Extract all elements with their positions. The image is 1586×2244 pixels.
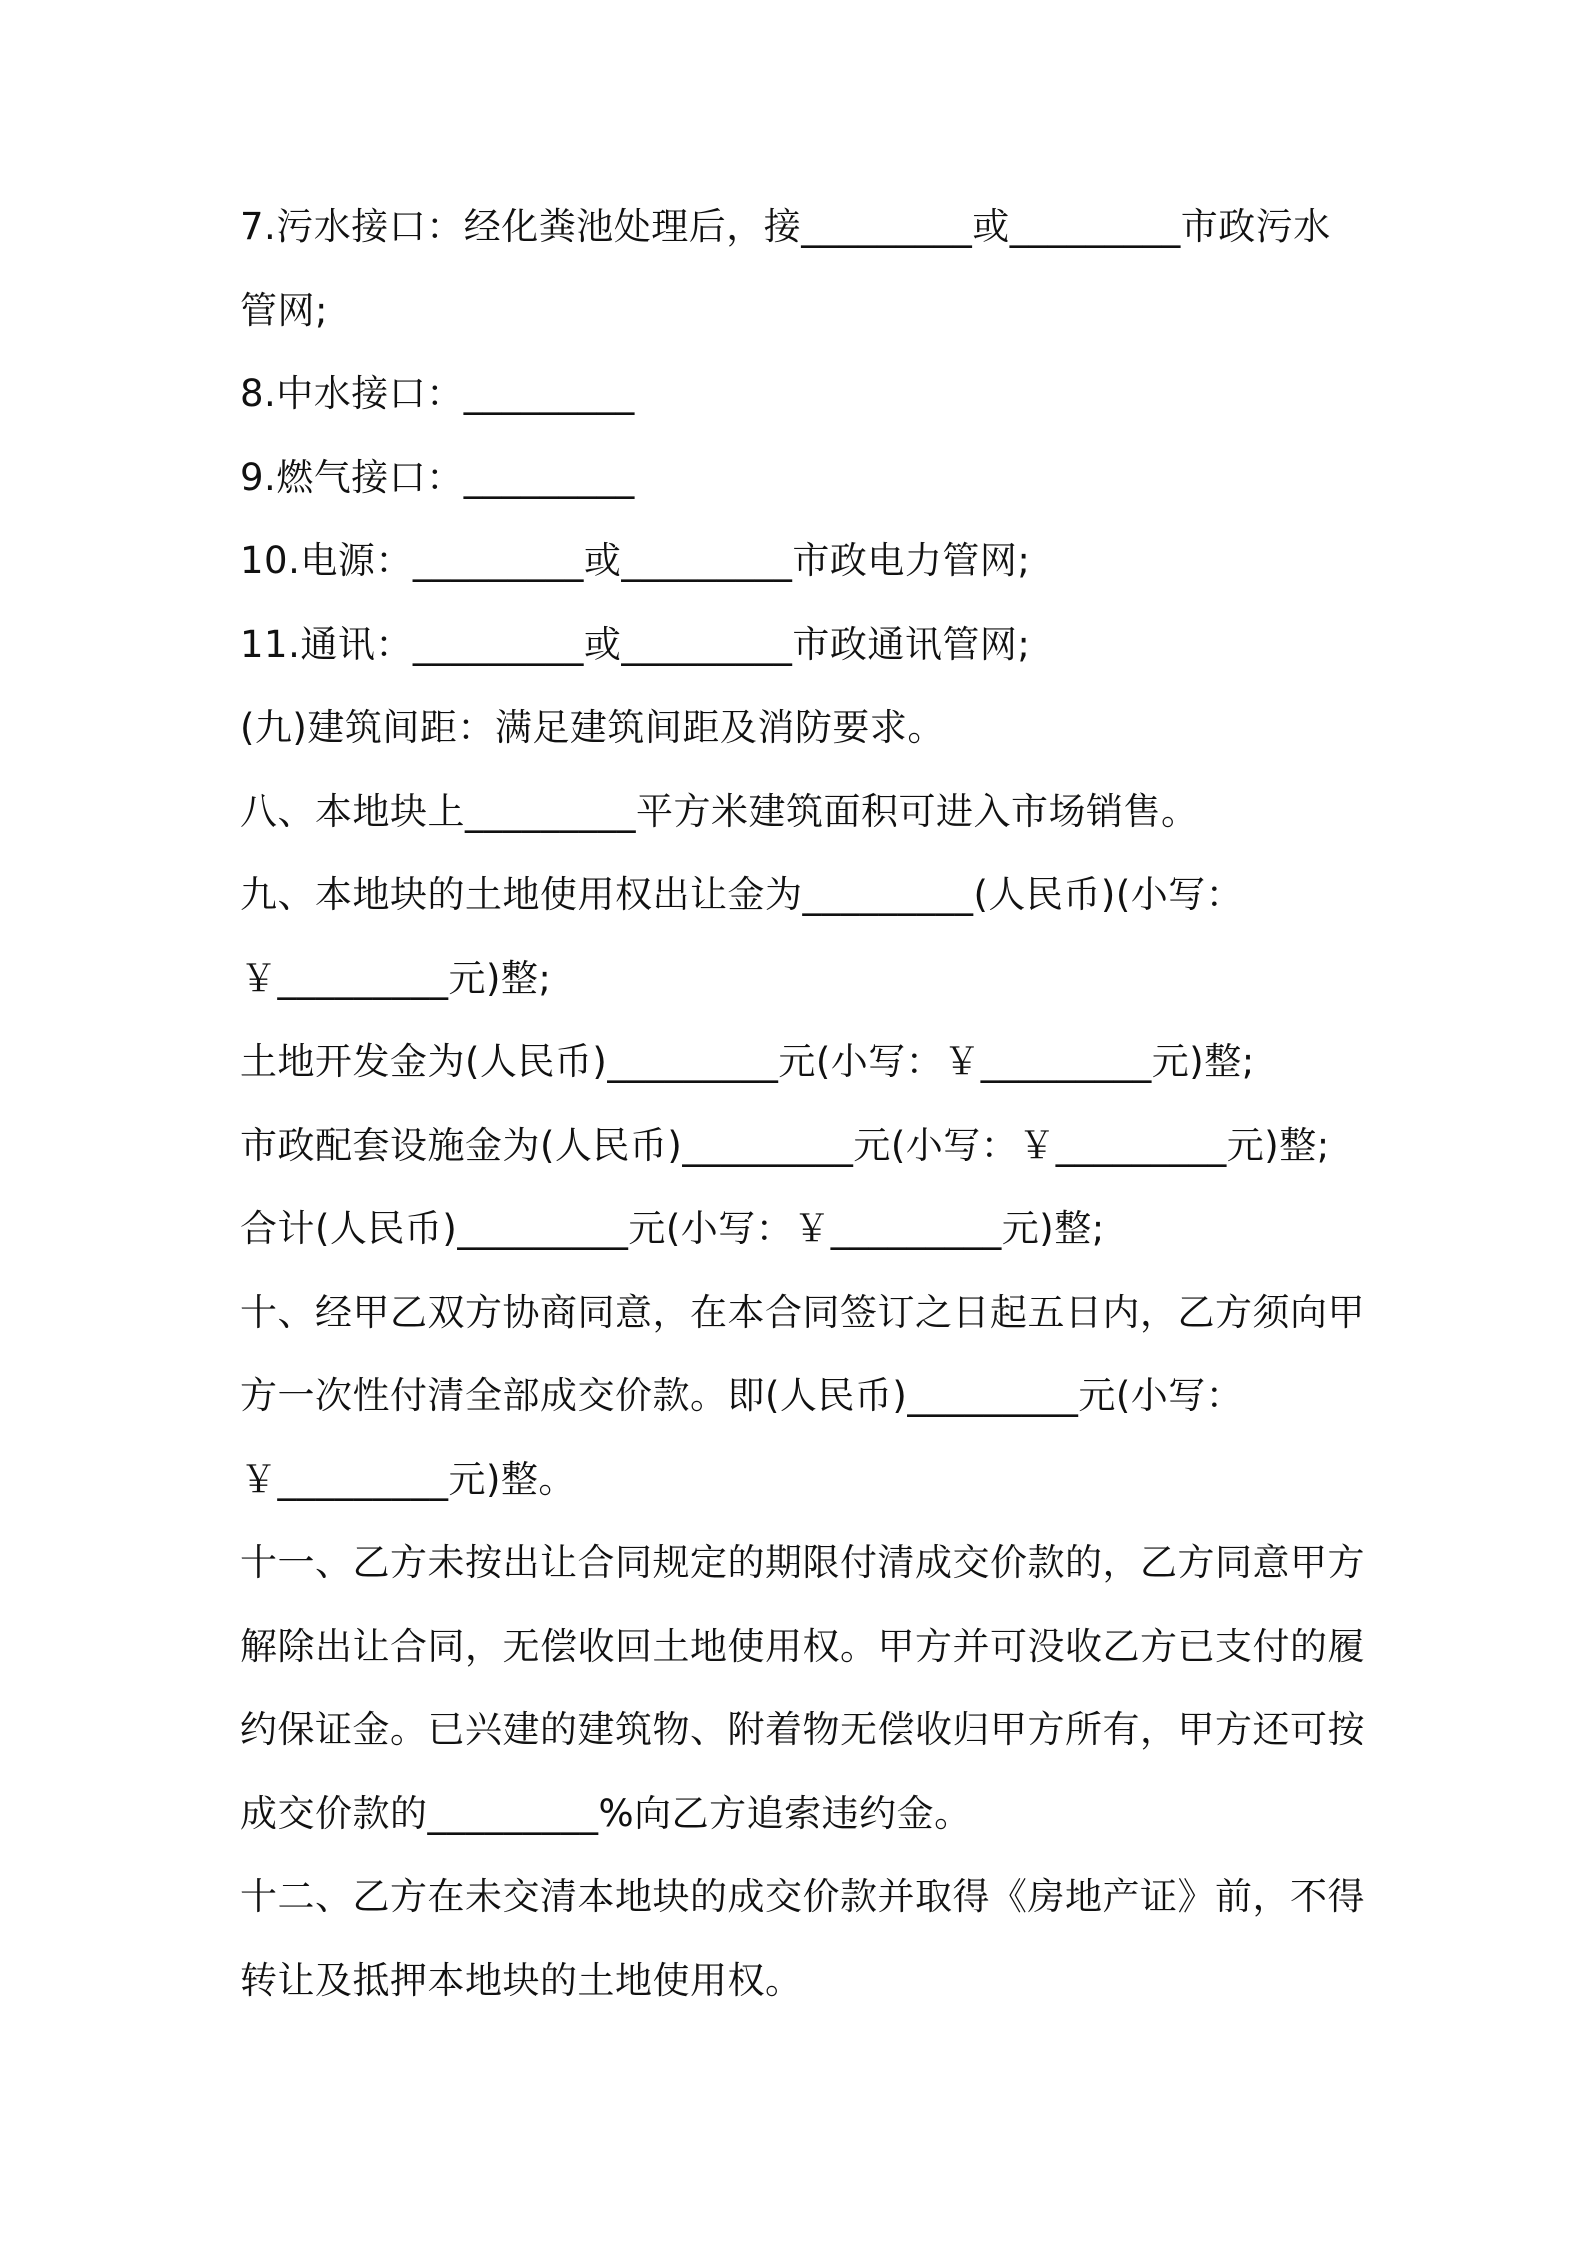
text-line: 方一次性付清全部成交价款。即(人民币)_________元(小写： — [240, 1374, 1244, 1417]
text-line: 10.电源：_________或_________市政电力管网; — [240, 539, 1031, 582]
text-line: 市政配套设施金为(人民币)_________元(小写：￥_________元)整; — [240, 1123, 1330, 1167]
text-line: ￥_________元)整; — [240, 956, 552, 1000]
text-line: 成交价款的_________%向乙方追索违约金。 — [240, 1791, 972, 1835]
text-line: 11.通讯：_________或_________市政通讯管网; — [240, 622, 1031, 666]
text-line: 十一、乙方未按出让合同规定的期限付清成交价款的，乙方同意甲方 — [240, 1541, 1365, 1584]
text-line: 管网; — [240, 288, 328, 332]
text-line: 合计(人民币)_________元(小写：￥_________元)整; — [240, 1207, 1105, 1250]
document-page — [240, 197, 1365, 2034]
text-line: 解除出让合同，无偿收回土地使用权。甲方并可没收乙方已支付的履 — [240, 1624, 1365, 1668]
text-line: (九)建筑间距：满足建筑间距及消防要求。 — [240, 706, 945, 749]
text-line: 7.污水接口：经化粪池处理后，接_________或_________市政污水 — [240, 205, 1331, 248]
text-line: 土地开发金为(人民币)_________元(小写：￥_________元)整; — [240, 1040, 1255, 1083]
text-line: 转让及抵押本地块的土地使用权。 — [240, 1958, 803, 2002]
text-line: 十二、乙方在未交清本地块的成交价款并取得《房地产证》前，不得 — [240, 1875, 1365, 1918]
text-line: 9.燃气接口：_________ — [240, 455, 635, 499]
text-line: 约保证金。已兴建的建筑物、附着物无偿收归甲方所有，甲方还可按 — [240, 1708, 1365, 1751]
text-line: 8.中水接口：_________ — [240, 372, 635, 415]
text-line: 十、经甲乙双方协商同意，在本合同签订之日起五日内，乙方须向甲 — [240, 1290, 1365, 1334]
text-line: 九、本地块的土地使用权出让金为_________(人民币)(小写： — [240, 873, 1244, 916]
text-line: 八、本地块上_________平方米建筑面积可进入市场销售。 — [240, 789, 1199, 833]
text-line: ￥_________元)整。 — [240, 1457, 576, 1501]
